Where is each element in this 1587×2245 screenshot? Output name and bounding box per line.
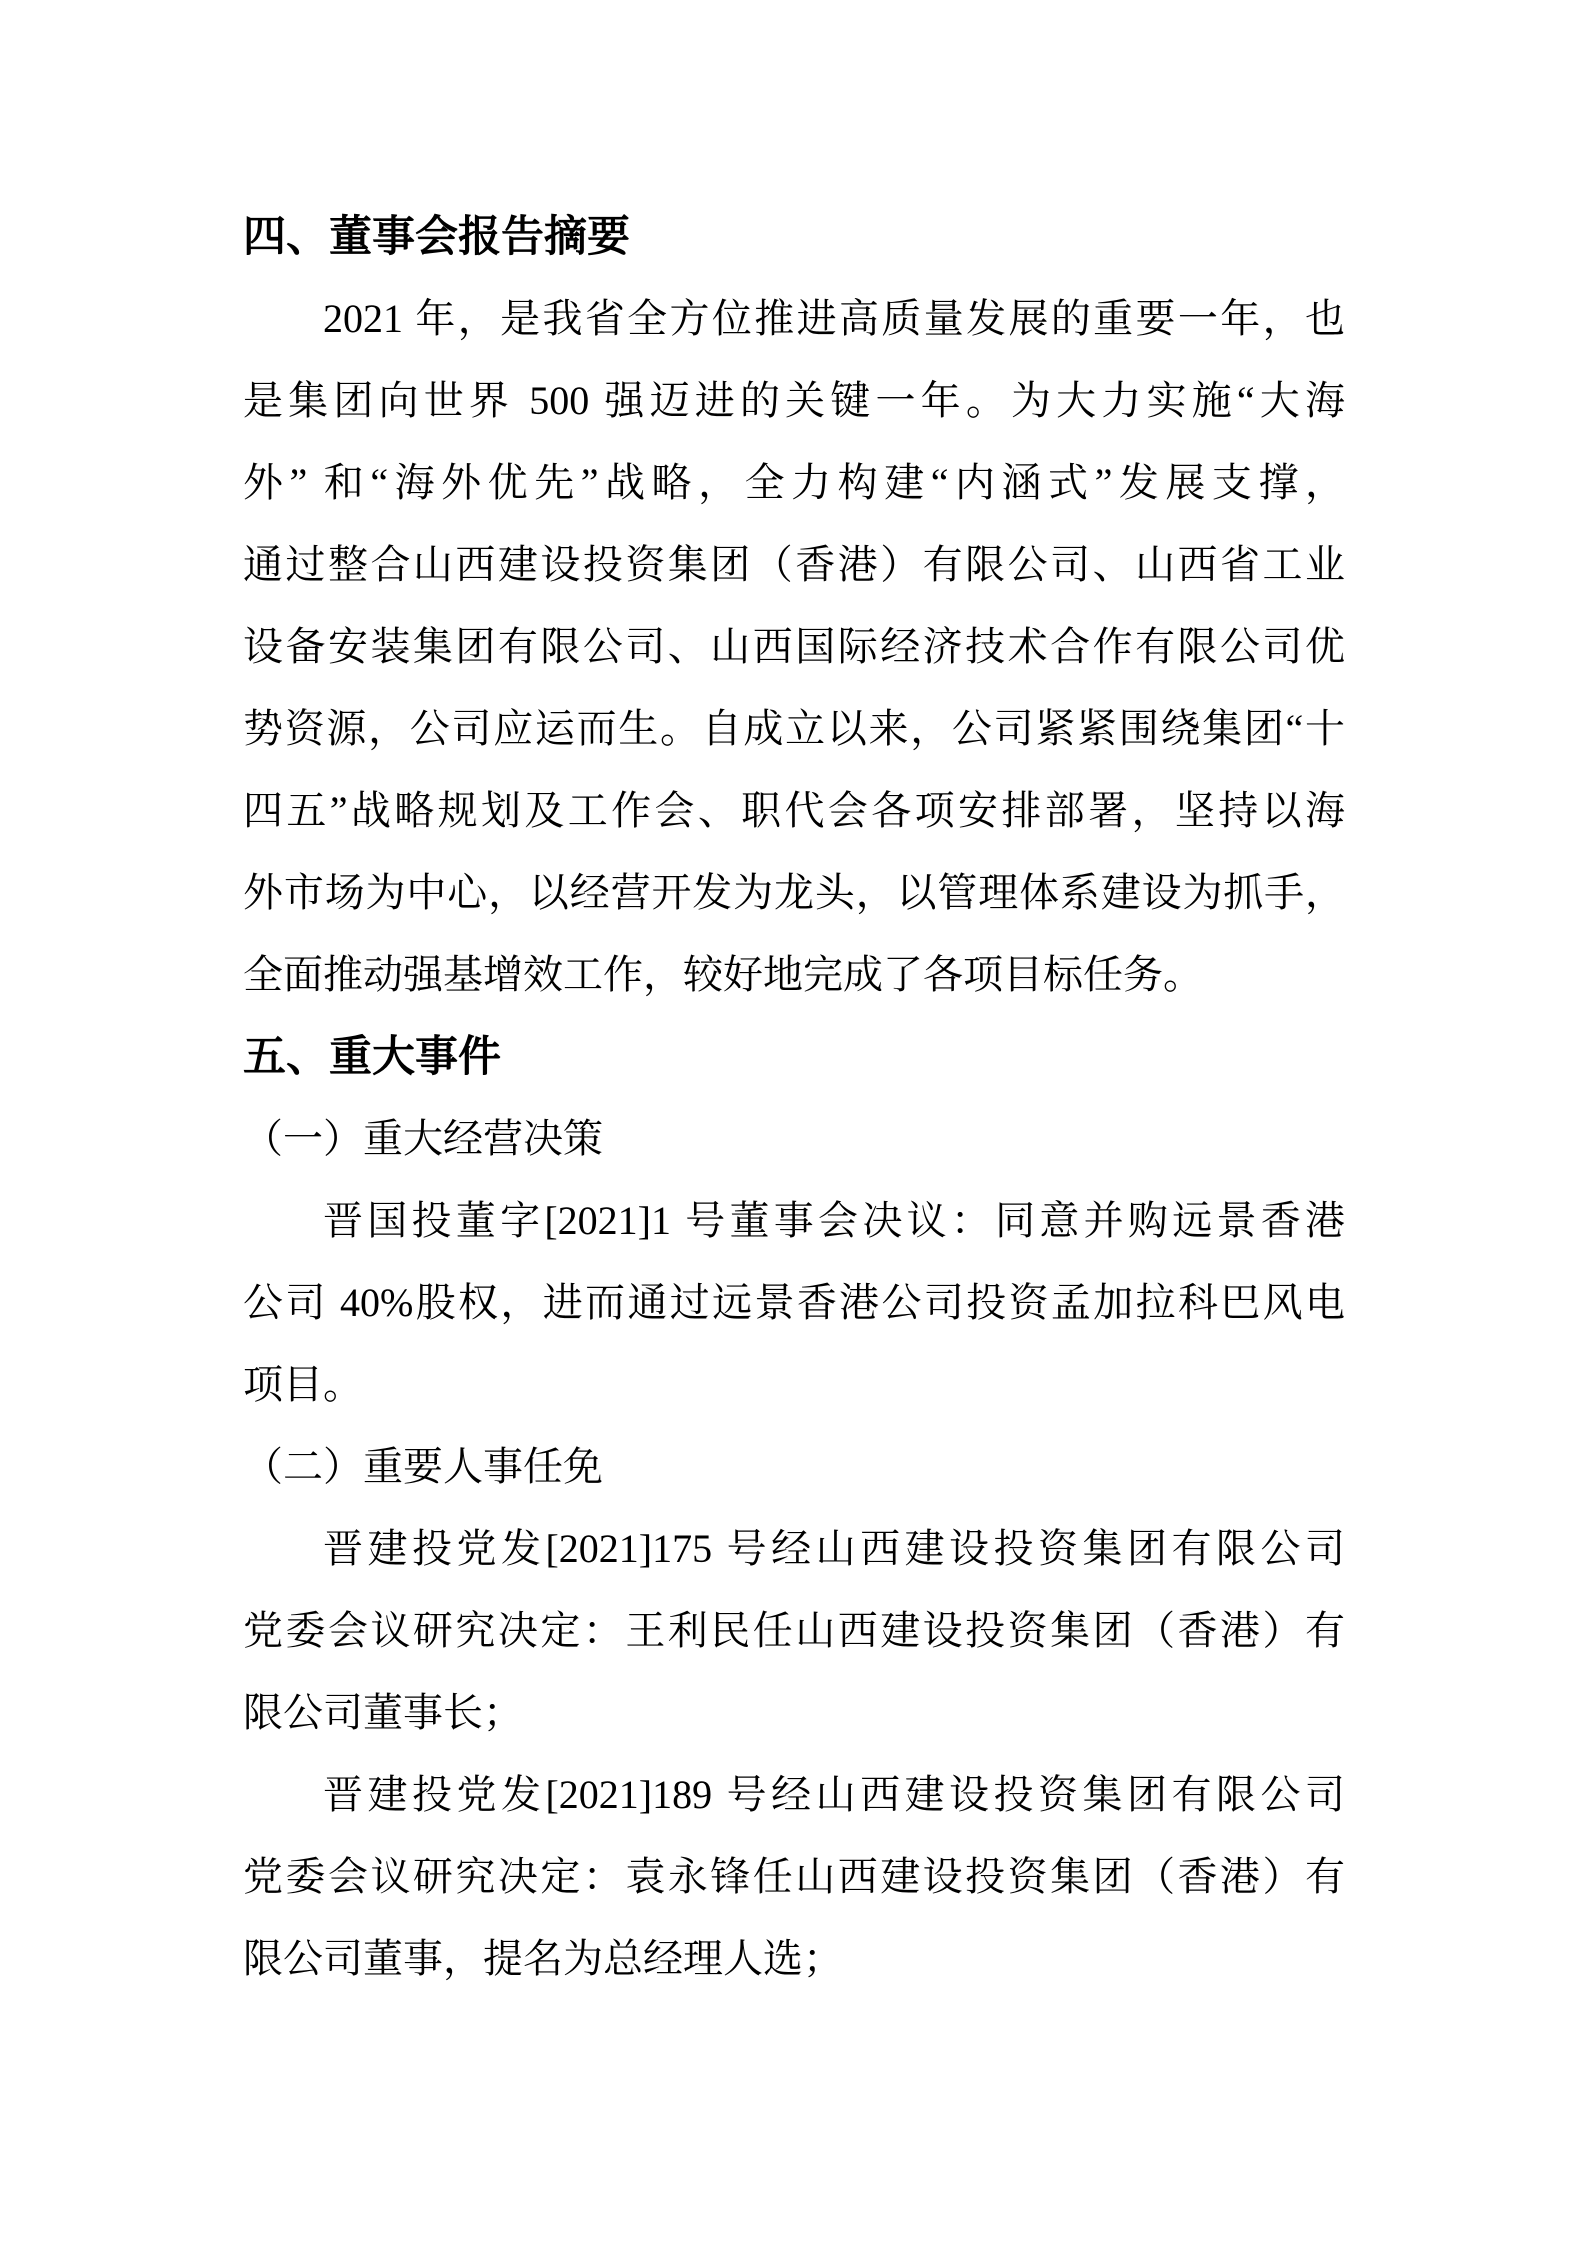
paragraph-line: 晋建投党发[2021]189 号经山西建设投资集团有限公司 [323,1772,1345,1817]
paragraph-line: 晋建投党发[2021]175 号经山西建设投资集团有限公司 [323,1526,1345,1571]
subsection-heading-business-decisions: （一）重大经营决策 [243,1116,603,1161]
paragraph-line: 党委会议研究决定：王利民任山西建设投资集团（香港）有 [243,1608,1345,1653]
paragraph-line: 势资源，公司应运而生。自成立以来，公司紧紧围绕集团“十 [243,706,1345,751]
paragraph-line: 公司 40%股权，进而通过远景香港公司投资孟加拉科巴风电 [243,1280,1345,1325]
subsection-heading-personnel: （二）重要人事任免 [243,1444,603,1489]
paragraph-line: 晋国投董字[2021]1 号董事会决议：同意并购远景香港 [323,1198,1345,1243]
paragraph-line: 项目。 [243,1362,363,1407]
section-heading-board-report: 四、董事会报告摘要 [243,213,630,261]
paragraph-line: 外市场为中心，以经营开发为龙头，以管理体系建设为抓手， [243,870,1345,915]
paragraph-line: 设备安装集团有限公司、山西国际经济技术合作有限公司优 [243,624,1345,669]
paragraph-line: 限公司董事，提名为总经理人选； [243,1936,843,1981]
paragraph-line: 外” 和“海外优先”战略，全力构建“内涵式”发展支撑， [243,460,1345,505]
section-heading-major-events: 五、重大事件 [243,1033,501,1081]
paragraph-line: 是集团向世界 500 强迈进的关键一年。为大力实施“大海 [243,378,1345,423]
paragraph-line: 通过整合山西建设投资集团（香港）有限公司、山西省工业 [243,542,1345,587]
paragraph-line: 2021 年，是我省全方位推进高质量发展的重要一年，也 [323,296,1345,341]
document-content [243,196,1345,2000]
paragraph-line: 四五”战略规划及工作会、职代会各项安排部署，坚持以海 [243,788,1345,833]
paragraph-line: 限公司董事长； [243,1690,523,1735]
paragraph-line: 党委会议研究决定：袁永锋任山西建设投资集团（香港）有 [243,1854,1345,1899]
paragraph-line: 全面推动强基增效工作，较好地完成了各项目标任务。 [243,952,1203,997]
